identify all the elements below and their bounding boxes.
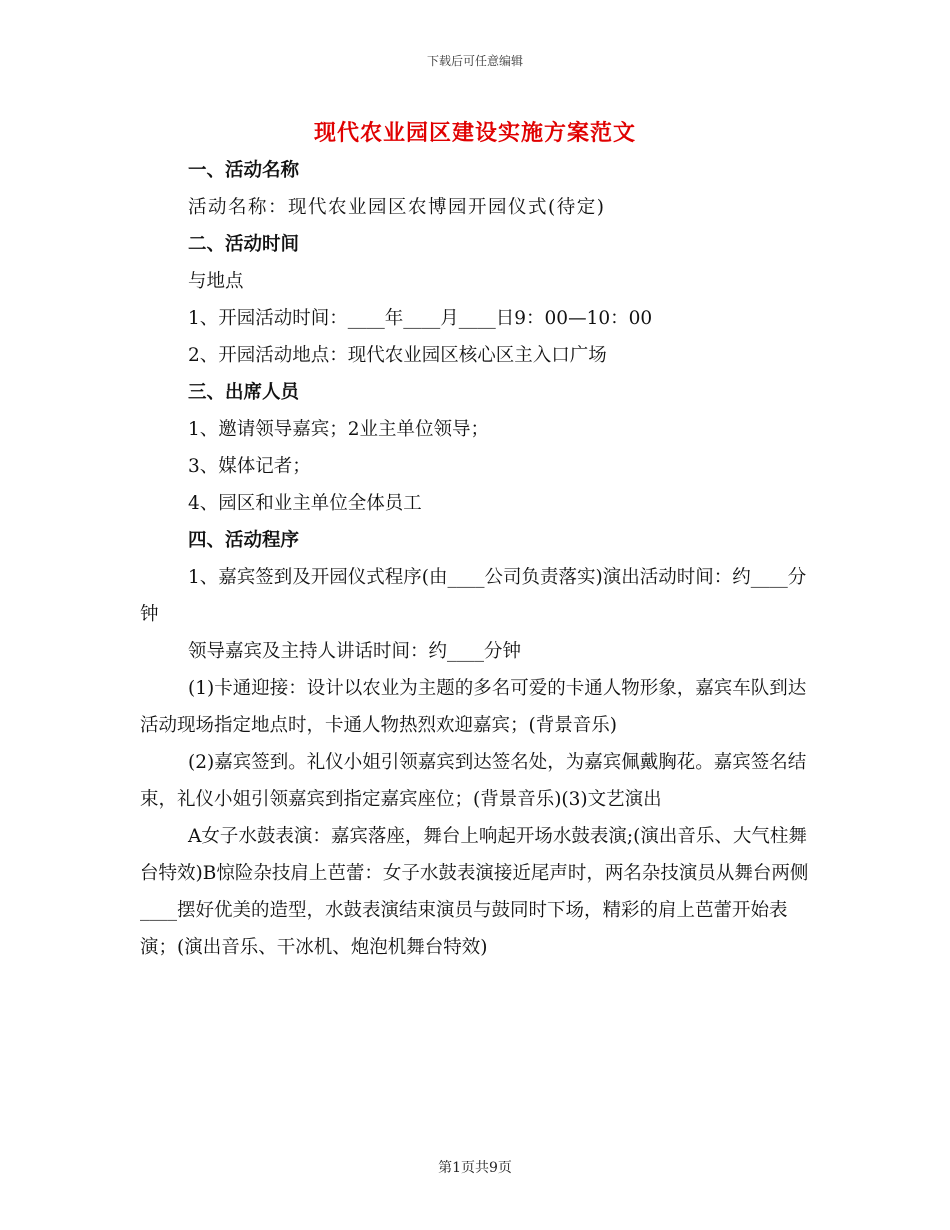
- opening-place-line: 2、开园活动地点：现代农业园区核心区主入口广场: [188, 345, 607, 366]
- section-heading-activity-name: 一、活动名称: [188, 160, 300, 181]
- section-heading-attendees: 三、出席人员: [188, 382, 300, 403]
- section-heading-program: 四、活动程序: [188, 530, 300, 551]
- attendee-line-1: 1、邀请领导嘉宾；2业主单位领导；: [188, 419, 490, 440]
- program-paragraph-4: (2)嘉宾签到。礼仪小姐引领嘉宾到达签名处，为嘉宾佩戴胸花。嘉宾签名结束，礼仪小姐引领嘉宾到指定嘉宾座位；(背景音乐)(3)文艺演出: [140, 752, 807, 810]
- attendee-line-3: 4、园区和业主单位全体员工: [188, 493, 422, 514]
- program-paragraph-5: A女子水鼓表演：嘉宾落座，舞台上响起开场水鼓表演;(演出音乐、大气柱舞台特效)B惊险杂技肩上芭蕾：女子水鼓表演接近尾声时，两名杂技演员从舞台两侧____摆好优美的造型，水鼓表演结束演员与鼓同时下场，精彩的肩上芭蕾开始表演；(演出音乐、干冰机、炮泡机舞台特效): [140, 826, 809, 958]
- time-place-line: 与地点: [188, 271, 244, 292]
- page-footer: 第1页共9页: [438, 1160, 512, 1176]
- document-title: 现代农业园区建设实施方案范文: [313, 120, 636, 146]
- program-paragraph-2: 领导嘉宾及主持人讲话时间：约____分钟: [188, 641, 522, 662]
- header-note: 下载后可任意编辑: [426, 54, 523, 68]
- section-heading-activity-time: 二、活动时间: [188, 234, 300, 255]
- opening-time-line: 1、开园活动时间：____年____月____日9：00—10：00: [188, 308, 653, 329]
- document-body: [140, 152, 812, 966]
- attendee-line-2: 3、媒体记者；: [188, 456, 311, 477]
- program-paragraph-3: (1)卡通迎接：设计以农业为主题的多名可爱的卡通人物形象，嘉宾车队到达活动现场指定地点时，卡通人物热烈欢迎嘉宾；(背景音乐): [140, 678, 807, 736]
- program-paragraph-1: 1、嘉宾签到及开园仪式程序(由____公司负责落实)演出活动时间：约____分钟: [140, 567, 807, 625]
- activity-name-line: 活动名称：现代农业园区农博园开园仪式(待定): [188, 197, 606, 218]
